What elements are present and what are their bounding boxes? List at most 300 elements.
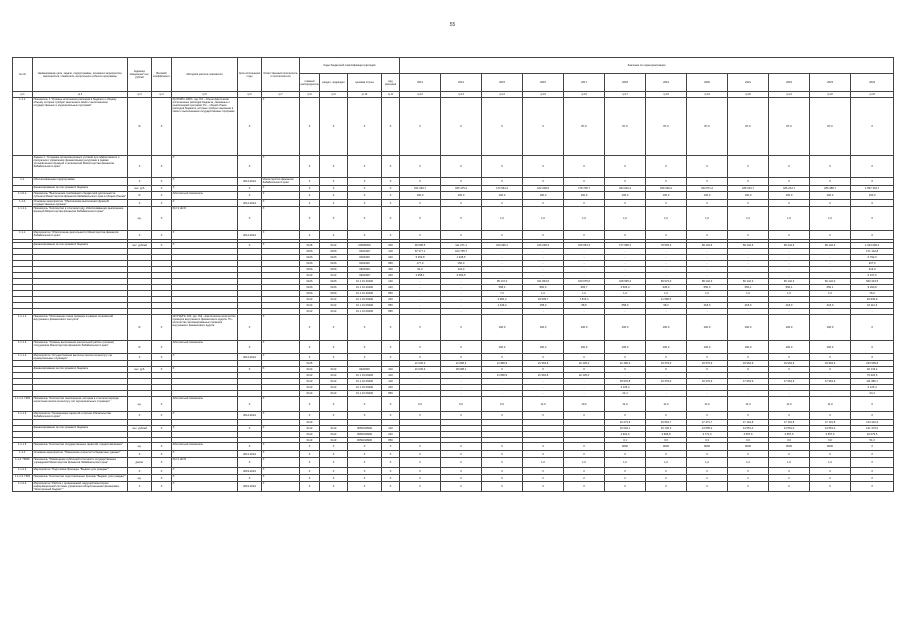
cell-method: X [172,475,238,482]
cell-year-value: - [728,255,769,261]
header-method: Методика расчета показателя [172,58,238,92]
cell-year-value: - [769,261,810,267]
cell-year-value: - [810,255,851,261]
cell-executor: X [262,98,300,156]
cell-vr: 240 [382,297,400,303]
cell-executor: X [262,207,300,231]
cell-deadline: 2014-2024 [238,412,262,420]
cell-year-value: 100,0 [605,192,646,200]
header-section: раздел, подраздел [320,74,348,92]
cell-year-value: X [769,451,810,458]
cell-year-value: 1,0 [564,291,605,297]
cell-no: 1.1.1.2. ПМ1 [13,397,33,412]
cell-year-value: 1,0 [769,291,810,297]
cell-no: 1.1.1. [13,98,33,156]
cell-executor: X [262,192,300,200]
cell-year-value: X [441,458,482,468]
cell-target: X [348,354,382,361]
cell-weight: X [152,315,172,341]
cell-year-value: X [482,412,523,420]
cell-year-value: X [646,200,687,207]
cell-weight: X [152,354,172,361]
cell-weight: X [152,207,172,231]
cell-deadline: X [238,397,262,412]
cell-target: X [348,458,382,468]
header-deadline: Срок исполнения/ годы [238,58,262,92]
cell-year-value: - [441,379,482,385]
cell-no: 1.1.1.3. [13,412,33,420]
cell-unit: % [128,315,152,341]
cell-unit: X [128,156,152,178]
cell-grbs: X [300,354,320,361]
cell-target: X [348,192,382,200]
cell-year-value: 25 098,1 [441,367,482,373]
cell-section: 0106 [320,249,348,255]
cell-target: X [348,178,382,186]
cell-grbs: 0106 [300,249,320,255]
cell-executor: X [262,186,300,192]
cell-name: Показатель "Количество подготовленных брошюр "Бюджет для граждан"" [33,475,128,482]
cell-target: 01 1 01 09200 [348,391,382,397]
cell-year-value: 6,0 [400,397,441,412]
cell-unit: тыс. рублей [128,426,152,432]
cell-year-value: 1,0 [564,207,605,231]
cell-vr: X [382,412,400,420]
cell-year-value: X [810,231,851,240]
cell-year-value: X [523,468,564,475]
cell-grbs: 0113 [300,297,320,303]
cell-year-value: 69 973,0 [646,279,687,285]
cell-year-value: X [400,354,441,361]
cell-target: X [348,412,382,420]
cell-no: 1.1.2.4. [13,482,33,492]
cell-year-value: - [646,373,687,379]
cell-name: Показатель "Размещение публичной отчетности государственных учреждений Министерства финансов Забайкальского края" [33,458,128,468]
cell-target: 01 1 01 09200 [348,297,382,303]
cell-year-value: - [605,255,646,261]
cell-target: 0020400 [348,261,382,267]
cell-year-value: - [564,261,605,267]
cell-weight: X [152,156,172,178]
column-number: гр.22 [810,92,851,98]
cell-year-value: X [564,354,605,361]
cell-year-value: 100,0 [564,192,605,200]
cell-deadline: X [238,443,262,451]
cell-year-value: 111 271,1 [441,243,482,249]
table-row [13,451,894,458]
cell-year-value: 90 098,5 [400,243,441,249]
cell-deadline: 2019-2024 [238,482,262,492]
cell-method: X [172,200,238,207]
cell-weight: X [152,178,172,186]
cell-deadline: 2014-2024 [238,451,262,458]
cell-year-value: - [728,273,769,279]
cell-total: X [851,354,894,361]
cell-vr: X [382,192,400,200]
cell-year-value: - [400,297,441,303]
cell-vr: 850 [382,303,400,309]
cell-year-value: 11 896,9 [482,361,523,367]
cell-unit: X [128,451,152,458]
cell-vr: 850 [382,291,400,297]
cell-year-value: - [523,267,564,273]
header-unit: Единица измерения/ тыс. рублей [128,58,152,92]
cell-year-value: 87,0 [769,98,810,156]
cell-total: 15,0 [851,291,894,297]
cell-year-value: X [605,412,646,420]
cell-year-value: 150,0 [441,261,482,267]
cell-year-value: 1,0 [646,458,687,468]
cell-executor: Министерство финансов Забайкальского края [262,178,300,186]
cell-year-value: X [441,200,482,207]
cell-year-value: 122,0 [441,267,482,273]
cell-weight: X [152,341,172,354]
cell-total: X [851,443,894,451]
cell-total: 111 386,1 [851,379,894,385]
cell-year-value: 100,0 [810,192,851,200]
cell-year-value: 1,0 [564,458,605,468]
cell-name: Основное мероприятие "Обеспечение выполнения функций государственных органов" [33,200,128,207]
header-year: 2021 [728,74,769,92]
cell-vr: X [382,178,400,186]
cell-section: X [320,475,348,482]
header-year: 2024 [851,74,894,92]
cell-year-value: X [646,231,687,240]
cell-year-value: 67 377,1 [400,249,441,255]
cell-name: финансирование за счет краевого бюджета [33,186,128,192]
cell-year-value: X [769,200,810,207]
cell-year-value: 2 984,3 [482,297,523,303]
cell-year-value: 60 142,3 [810,279,851,285]
cell-year-value: X [441,315,482,341]
cell-grbs: 0113 [300,385,320,391]
table-row [13,468,894,475]
cell-grbs: 0115 [300,361,320,367]
cell-year-value: 100,0 [687,315,728,341]
cell-year-value: - [441,279,482,285]
table-row [13,443,894,451]
cell-total: 100,0 [851,192,894,200]
cell-year-value: X [441,98,482,156]
cell-year-value: 1,0 [646,291,687,297]
cell-year-value: X [400,443,441,451]
cell-no: 1.1.4. ПМ01 [13,458,33,468]
cell-year-value: - [769,297,810,303]
cell-year-value: 91,0 [400,267,441,273]
cell-total: 49 936,9 [851,297,894,303]
cell-year-value: X [400,482,441,492]
cell-year-value: X [605,367,646,373]
cell-year-value: 16 379,0 [646,361,687,367]
cell-year-value: X [523,98,564,156]
cell-year-value: 2 771,0 [687,432,728,438]
cell-year-value: X [728,178,769,186]
cell-year-value: 100,0 [687,341,728,354]
cell-year-value: X [687,156,728,178]
column-number: гр.19 [687,92,728,98]
cell-year-value: 186 244,7 [769,186,810,192]
cell-year-value: - [523,309,564,315]
cell-name: Показатель "Выполнение требований к бюджетной деятельности субъекта Министерства финансов Забайкальского края в общем объеме" [33,192,127,198]
cell-year-value: 100,0 [728,315,769,341]
cell-year-value: X [605,482,646,492]
cell-year-value: 184 046,4 [605,186,646,192]
cell-weight: X [152,397,172,412]
cell-year-value: X [482,200,523,207]
header-name: Наименование цели, задачи, подпрограммы, основного мероприятия, мероприятия, показателя, контрольного события программы [33,58,128,92]
cell-year-value: 98,2 [646,303,687,309]
cell-year-value: 100,0 [810,315,851,341]
cell-no [13,156,33,178]
cell-no: 1.1.1.1. [13,207,33,231]
cell-year-value: 22 125,0 [564,361,605,367]
cell-year-value: X [687,451,728,458]
cell-year-value: 636,0 [646,285,687,291]
column-number: гр.2 [33,92,128,98]
cell-year-value: 100,0 [687,192,728,200]
cell-year-value: 418,0 [728,303,769,309]
cell-year-value: X [687,200,728,207]
cell-grbs: X [300,156,320,178]
cell-year-value: X [810,468,851,475]
cell-year-value: X [728,468,769,475]
cell-year-value: X [605,200,646,207]
cell-section: X [320,468,348,475]
cell-vr: X [382,451,400,458]
cell-year-value: 98,5 [564,303,605,309]
cell-executor: X [262,443,300,451]
column-number: гр.14 [482,92,523,98]
cell-total: X [851,207,894,231]
cell-year-value: 3,0 [728,438,769,443]
cell-total: X [851,98,894,156]
cell-year-value: X [523,231,564,240]
cell-weight: X [152,231,172,240]
cell-deadline: X [238,475,262,482]
cell-year-value: - [400,279,441,285]
cell-name: финансирование за счет краевого бюджета [33,367,128,373]
cell-deadline: X [238,98,262,156]
cell-no: 1.1.1.3. [13,443,33,451]
cell-section: X [320,354,348,361]
cell-year-value: X [482,98,523,156]
cell-year-value: - [728,261,769,267]
cell-weight: X [152,367,172,373]
cell-year-value: 87,0 [646,98,687,156]
header-year: 2020 [687,74,728,92]
column-number: гр.9 [320,92,348,98]
cell-target: 01 1 01 09200 [348,373,382,379]
cell-name: Показатель "Количество в отчетном году, обеспечивающих выполнение функций Министерства финансов Забайкальского края" [33,207,128,231]
cell-unit: тыс. руб. [128,186,152,192]
cell-target: X [348,156,382,178]
cell-year-value: X [482,458,523,468]
column-number: гр.18 [646,92,687,98]
cell-year-value: 23 539,7 [523,297,564,303]
cell-year-value: - [482,273,523,279]
cell-year-value: 2 657,6 [810,432,851,438]
cell-year-value: - [687,249,728,255]
column-number: гр.3 [128,92,152,98]
cell-year-value: 650,1 [728,285,769,291]
cell-year-value: X [400,315,441,341]
cell-year-value: - [441,373,482,379]
cell-no: 1.1.1.1. [13,315,33,341]
cell-grbs: 0113 [300,303,320,309]
cell-year-value: X [441,341,482,354]
cell-executor: X [262,231,300,240]
cell-total: 1 897 364,7 [851,186,894,192]
cell-section: 0113 [320,243,348,249]
cell-year-value: 60 142,3 [728,279,769,285]
cell-year-value: 1,0 [810,458,851,468]
cell-year-value: 16 004,1 [605,426,646,432]
cell-no: 1.1.1.2. [13,354,33,361]
cell-year-value: - [482,385,523,391]
cell-deadline: 2019-2024 [238,468,262,475]
cell-year-value: 1,0 [728,458,769,468]
cell-method: Абсолютный показатель [172,443,238,451]
cell-target: 0920300 [348,267,382,273]
cell-weight: X [152,98,172,156]
cell-year-value: X [605,451,646,458]
cell-year-value: X [523,178,564,186]
cell-executor: X [262,200,300,207]
cell-grbs: 0106 [300,285,320,291]
cell-year-value: X [441,482,482,492]
cell-unit: X [128,412,152,420]
cell-section: X [320,451,348,458]
cell-year-value: - [728,249,769,255]
cell-method: X [172,367,238,373]
cell-section: X [320,207,348,231]
cell-year-value: X [400,458,441,468]
cell-section: 0113 [320,438,348,443]
cell-year-value: X [810,451,851,458]
cell-year-value: 1,0 [810,291,851,297]
header-year: 2014 [441,74,482,92]
cell-section: X [320,341,348,354]
cell-year-value: - [810,309,851,315]
cell-year-value: 21 045,3 [400,367,441,373]
cell-name: Мероприятие "Осуществление выплаты пенсии за выслугу лет муниципальных служащих" [33,354,128,361]
cell-grbs: 0115 [300,243,320,249]
cell-vr: X [382,207,400,231]
cell-executor: X [262,412,300,420]
cell-vr: 240 [382,255,400,261]
cell-target: 0020400 [348,249,382,255]
cell-year-value: 11,0 [810,397,851,412]
cell-target: X [348,482,382,492]
cell-year-value: X [564,231,605,240]
cell-vr: X [382,397,400,412]
cell-year-value: X [400,231,441,240]
cell-year-value: X [728,200,769,207]
cell-year-value: X [523,200,564,207]
cell-year-value: 10,0 [564,397,605,412]
cell-year-value: 1,0 [523,207,564,231]
cell-year-value: X [564,443,605,451]
cell-vr: 240 [382,273,400,279]
cell-year-value: - [769,267,810,273]
cell-total: X [851,412,894,420]
cell-name: Показатель "Количество пенсионеров, которым в отчетном периоде начислена пенсия за выслугу лет муниципальных служащих" [33,397,128,412]
cell-year-value: - [482,267,523,273]
cell-grbs: 0113 [300,438,320,443]
cell-section: 0113 [320,309,348,315]
table-row [13,156,894,178]
cell-year-value: X [441,468,482,475]
cell-year-value: 800,0 [523,285,564,291]
cell-deadline: 2014-2024 [238,178,262,186]
page-number: 55 [449,22,456,28]
cell-year-value: 17 191,8 [728,420,769,426]
cell-year-value: 60 142,3 [769,279,810,285]
cell-year-value: 2 [564,475,605,482]
cell-year-value: X [687,178,728,186]
cell-deadline: X [238,186,262,192]
cell-target: 01 1 01 20400 [348,291,382,297]
cell-vr: 320 [382,267,400,273]
cell-year-value: X [482,443,523,451]
cell-section: 0113 [320,367,348,373]
cell-unit: % [128,98,152,156]
cell-section: X [320,231,348,240]
cell-total: 327,0 [851,261,894,267]
cell-deadline: X [238,192,262,200]
cell-year-value: X [441,451,482,458]
cell-target: 0020400 [348,255,382,261]
cell-year-value: - [482,309,523,315]
cell-year-value: 2 [605,475,646,482]
cell-year-value: 158,0 [523,303,564,309]
cell-section: X [320,178,348,186]
cell-name: Мероприятие "Организация гарантий и прочие обязательства Забайкальского края" [33,412,128,420]
cell-vr: 120 [382,426,400,432]
cell-grbs: 0113 [300,309,320,315]
cell-section: X [320,200,348,207]
cell-method: X [172,243,238,249]
cell-year-value: - [810,385,851,391]
cell-year-value: 7 816,4 [564,297,605,303]
cell-vr: X [382,458,400,468]
cell-year-value: - [523,261,564,267]
cell-executor: X [262,451,300,458]
cell-year-value: 2 [810,475,851,482]
cell-executor: X [262,367,300,373]
cell-vr: 850 [382,438,400,443]
cell-year-value: 11,0 [523,397,564,412]
cell-year-value: - [687,255,728,261]
cell-year-value: X [646,367,687,373]
cell-total: 46 143,4 [851,367,894,373]
cell-total: 233 999,8 [851,361,894,367]
cell-year-value: X [400,341,441,354]
cell-year-value: 1,0 [687,458,728,468]
cell-deadline: 2014-2024 [238,354,262,361]
cell-year-value: - [769,249,810,255]
cell-method: X [172,178,238,186]
cell-year-value: 162 008,9 [523,186,564,192]
cell-year-value: X [400,178,441,186]
cell-name: Мероприятие "Работа с организацией, ведущей мониторинг информационной системы управления общественными финансами - "Электронный бюджет"" [33,482,128,492]
cell-year-value: - [769,273,810,279]
cell-year-value: - [687,267,728,273]
cell-year-value: X [400,207,441,231]
cell-vr: 120 [382,379,400,385]
cell-year-value: - [646,249,687,255]
cell-year-value: - [605,261,646,267]
